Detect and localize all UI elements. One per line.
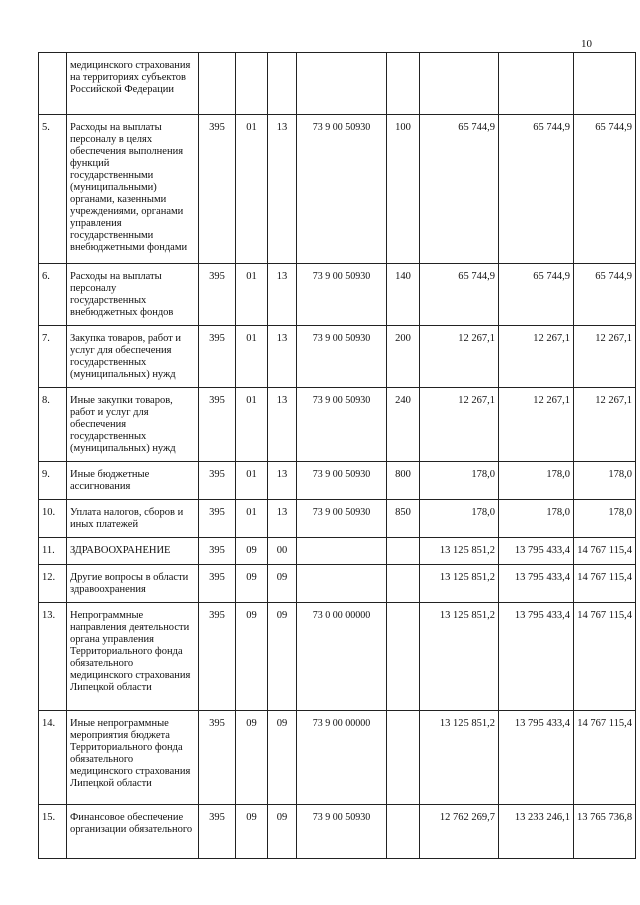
row-name: Расходы на выплаты персоналу в целях обеспечения выполнения функций государственными (муниципальными) органами, казенными учреждениями, органами управления государственными внебюджетными фондами	[67, 115, 199, 264]
row-number: 7.	[39, 326, 67, 388]
subsection-code: 13	[268, 115, 297, 264]
admin-code: 395	[199, 326, 236, 388]
admin-code: 395	[199, 538, 236, 565]
amount-year-3: 65 744,9	[574, 264, 636, 326]
section-code: 09	[236, 565, 268, 603]
subsection-code: 09	[268, 711, 297, 805]
amount-year-3: 12 267,1	[574, 388, 636, 462]
section-code: 01	[236, 264, 268, 326]
amount-year-1: 12 762 269,7	[420, 805, 499, 859]
amount-year-2: 12 267,1	[499, 326, 574, 388]
row-number: 15.	[39, 805, 67, 859]
amount-year-3: 14 767 115,4	[574, 711, 636, 805]
row-name: Закупка товаров, работ и услуг для обеспечения государственных (муниципальных) нужд	[67, 326, 199, 388]
target-article	[297, 538, 387, 565]
table-body	[39, 53, 636, 859]
target-article: 73 9 00 50930	[297, 326, 387, 388]
subsection-code: 09	[268, 565, 297, 603]
subsection-code: 13	[268, 500, 297, 538]
amount-year-1: 13 125 851,2	[420, 603, 499, 711]
table-row	[39, 115, 636, 264]
table-row	[39, 603, 636, 711]
expense-type	[387, 805, 420, 859]
row-name: Финансовое обеспечение организации обязательного	[67, 805, 199, 859]
amount-year-1: 65 744,9	[420, 264, 499, 326]
row-number: 8.	[39, 388, 67, 462]
amount-year-1: 12 267,1	[420, 326, 499, 388]
table-row	[39, 388, 636, 462]
row-number: 9.	[39, 462, 67, 500]
row-number: 12.	[39, 565, 67, 603]
amount-year-2: 13 233 246,1	[499, 805, 574, 859]
target-article: 73 9 00 50930	[297, 388, 387, 462]
table-row	[39, 565, 636, 603]
row-name: Уплата налогов, сборов и иных платежей	[67, 500, 199, 538]
amount-year-2: 65 744,9	[499, 264, 574, 326]
amount-year-2	[499, 53, 574, 115]
expense-type	[387, 603, 420, 711]
amount-year-2: 13 795 433,4	[499, 565, 574, 603]
row-number: 10.	[39, 500, 67, 538]
target-article: 73 9 00 00000	[297, 711, 387, 805]
target-article: 73 9 00 50930	[297, 805, 387, 859]
target-article: 73 9 00 50930	[297, 264, 387, 326]
subsection-code: 13	[268, 264, 297, 326]
expense-type: 200	[387, 326, 420, 388]
amount-year-2: 13 795 433,4	[499, 603, 574, 711]
section-code: 01	[236, 115, 268, 264]
admin-code: 395	[199, 711, 236, 805]
budget-table	[38, 52, 636, 859]
subsection-code: 09	[268, 805, 297, 859]
row-number	[39, 53, 67, 115]
target-article: 73 9 00 50930	[297, 462, 387, 500]
row-name: Другие вопросы в области здравоохранения	[67, 565, 199, 603]
table-row	[39, 326, 636, 388]
section-code	[236, 53, 268, 115]
admin-code	[199, 53, 236, 115]
row-name: Иные закупки товаров, работ и услуг для обеспечения государственных (муниципальных) нужд	[67, 388, 199, 462]
table-row	[39, 805, 636, 859]
row-number: 13.	[39, 603, 67, 711]
row-name: Иные бюджетные ассигнования	[67, 462, 199, 500]
row-name: Непрограммные направления деятельности органа управления Территориального фонда обязательного медицинского страхования Липецкой области	[67, 603, 199, 711]
table-row	[39, 53, 636, 115]
subsection-code: 13	[268, 326, 297, 388]
table-row	[39, 264, 636, 326]
section-code: 09	[236, 538, 268, 565]
row-name: Расходы на выплаты персоналу государственных внебюджетных фондов	[67, 264, 199, 326]
row-number: 5.	[39, 115, 67, 264]
expense-type	[387, 565, 420, 603]
table-row	[39, 711, 636, 805]
amount-year-2: 178,0	[499, 462, 574, 500]
row-number: 14.	[39, 711, 67, 805]
amount-year-1: 13 125 851,2	[420, 565, 499, 603]
expense-type: 850	[387, 500, 420, 538]
subsection-code: 13	[268, 462, 297, 500]
table-row	[39, 500, 636, 538]
subsection-code: 13	[268, 388, 297, 462]
expense-type: 100	[387, 115, 420, 264]
amount-year-2: 13 795 433,4	[499, 538, 574, 565]
table-row	[39, 538, 636, 565]
amount-year-2: 13 795 433,4	[499, 711, 574, 805]
amount-year-1: 178,0	[420, 462, 499, 500]
subsection-code: 00	[268, 538, 297, 565]
amount-year-3: 12 267,1	[574, 326, 636, 388]
subsection-code	[268, 53, 297, 115]
amount-year-3: 14 767 115,4	[574, 603, 636, 711]
amount-year-3: 178,0	[574, 500, 636, 538]
row-name: ЗДРАВООХРАНЕНИЕ	[67, 538, 199, 565]
expense-type	[387, 53, 420, 115]
section-code: 01	[236, 462, 268, 500]
admin-code: 395	[199, 264, 236, 326]
section-code: 09	[236, 603, 268, 711]
admin-code: 395	[199, 565, 236, 603]
row-name: Иные непрограммные мероприятия бюджета Территориального фонда обязательного медицинского страхования Липецкой области	[67, 711, 199, 805]
admin-code: 395	[199, 462, 236, 500]
admin-code: 395	[199, 500, 236, 538]
expense-type: 800	[387, 462, 420, 500]
target-article	[297, 53, 387, 115]
amount-year-1: 65 744,9	[420, 115, 499, 264]
table-row	[39, 462, 636, 500]
expense-type: 140	[387, 264, 420, 326]
section-code: 01	[236, 500, 268, 538]
page-number: 10	[581, 38, 592, 50]
amount-year-3: 14 767 115,4	[574, 565, 636, 603]
amount-year-2: 178,0	[499, 500, 574, 538]
target-article: 73 9 00 50930	[297, 115, 387, 264]
amount-year-1: 12 267,1	[420, 388, 499, 462]
row-name: медицинского страхования на территориях субъектов Российской Федерации	[67, 53, 199, 115]
row-number: 6.	[39, 264, 67, 326]
admin-code: 395	[199, 805, 236, 859]
admin-code: 395	[199, 388, 236, 462]
amount-year-2: 65 744,9	[499, 115, 574, 264]
section-code: 01	[236, 326, 268, 388]
section-code: 01	[236, 388, 268, 462]
target-article	[297, 565, 387, 603]
subsection-code: 09	[268, 603, 297, 711]
row-number: 11.	[39, 538, 67, 565]
amount-year-3: 65 744,9	[574, 115, 636, 264]
section-code: 09	[236, 711, 268, 805]
expense-type	[387, 711, 420, 805]
target-article: 73 0 00 00000	[297, 603, 387, 711]
section-code: 09	[236, 805, 268, 859]
amount-year-3: 13 765 736,8	[574, 805, 636, 859]
amount-year-1	[420, 53, 499, 115]
target-article: 73 9 00 50930	[297, 500, 387, 538]
amount-year-2: 12 267,1	[499, 388, 574, 462]
amount-year-1: 178,0	[420, 500, 499, 538]
admin-code: 395	[199, 603, 236, 711]
expense-type	[387, 538, 420, 565]
expense-type: 240	[387, 388, 420, 462]
admin-code: 395	[199, 115, 236, 264]
amount-year-3	[574, 53, 636, 115]
amount-year-1: 13 125 851,2	[420, 711, 499, 805]
amount-year-1: 13 125 851,2	[420, 538, 499, 565]
amount-year-3: 178,0	[574, 462, 636, 500]
amount-year-3: 14 767 115,4	[574, 538, 636, 565]
